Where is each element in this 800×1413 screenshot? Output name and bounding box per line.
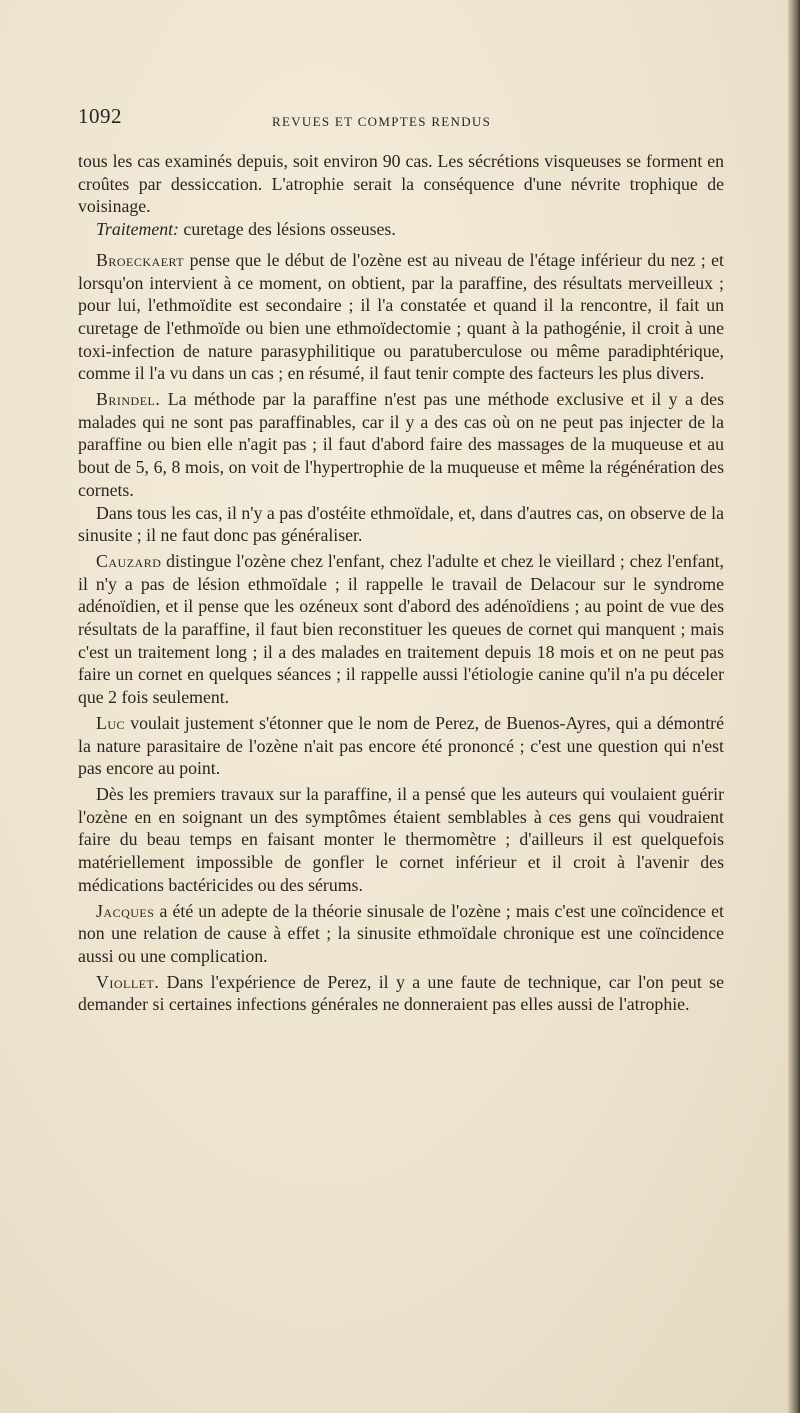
paragraph-1: tous les cas examinés depuis, soit environ 90 cas. Les sécrétions visqueuses se forment en croûtes par dessiccation. L'atrophie serait la conséquence d'une névrite trophique de voisinage. <box>78 151 724 217</box>
author-name: Brindel. <box>96 389 161 410</box>
running-head: REVUES ET COMPTES RENDUS <box>272 114 492 129</box>
page-header <box>78 104 724 134</box>
author-name: Viollet. <box>96 971 160 992</box>
author-name: Broeckaert <box>96 249 185 270</box>
article-body <box>78 150 724 1016</box>
author-name: Jacques <box>96 900 155 921</box>
author-name: Luc <box>96 712 126 733</box>
paragraph-jacques: Jacques a été un adepte de la théorie sinusale de l'ozène ; mais c'est une coïncidence et non une relation de cause à effet ; la sinusite ethmoïdale chronique est une coïncidence aussi ou une complication. <box>78 900 724 966</box>
paragraph-paraffine: Dès les premiers travaux sur la paraffine, il a pensé que les auteurs qui voulaient guérir l'ozène en en soignant un des symptômes étaient semblables à ces gens qui voudraient faire du beau temps en faisant monter le thermomètre ; d'ailleurs il est quelquefois matériellement impossible de gonfler le cornet inférieur et il croit à l'avenir des médications bactéricides ou des sérums. <box>78 783 724 895</box>
paragraph-cauzard: Cauzard distingue l'ozène chez l'enfant, chez l'adulte et chez le vieillard ; chez l'enfant, il n'y a pas de lésion ethmoïdale ; il rappelle le travail de Delacour sur le syndrome adénoïdien, et il pense que les ozéneux sont d'abord des adénoïdiens ; au point de vue des résultats de la paraffine, il faut bien reconstituer les queues de cornet qui manquent ; mais c'est un traitement long ; il a des malades en traitement depuis 18 mois et on ne peut pas faire un cornet en quelques séances ; il rappelle aussi l'étiologie canine qu'il n'a pu déceler que 2 fois seulement. <box>78 550 724 708</box>
treatment-label: Traitement: <box>96 219 179 240</box>
paragraph-viollet: Viollet. Dans l'expérience de Perez, il y a une faute de technique, car l'on peut se demander si certaines infections générales ne donneraient pas elles aussi de l'atrophie. <box>78 971 724 1015</box>
page-edge-shadow <box>788 0 800 1413</box>
paragraph-broeckaert: Broeckaert pense que le début de l'ozène est au niveau de l'étage inférieur du nez ; et lorsqu'on intervient à ce moment, on obtient, par la paraffine, des résultats merveilleux ; pour lui, l'ethmoïdite est secondaire ; il l'a constatée et quand il la rencontre, il fait un curetage de l'ethmoïde ou bien une ethmoïdectomie ; quant à la pathogénie, il croit à une toxi-infection de nature parasyphilitique ou paratuberculose ou même paradiphtérique, comme il l'a vu dans un cas ; en résumé, il faut tenir compte des facteurs les plus divers. <box>78 249 724 384</box>
paragraph-treatment: Traitement: curetage des lésions osseuses. <box>96 219 396 240</box>
paragraph-brindel: Brindel. La méthode par la paraffine n'est pas une méthode exclusive et il y a des malades qui ne sont pas paraffinables, car il y a des cas où on ne peut pas injecter de la paraffine ou bien elle n'agit pas ; il faut d'abord faire des massages de la muqueuse et au bout de 5, 6, 8 mois, on voit de l'hypertrophie de la muqueuse et même la régénération des cornets. <box>78 389 724 500</box>
page-number: 1092 <box>78 104 122 128</box>
paragraph-sinusite: Dans tous les cas, il n'y a pas d'ostéite ethmoïdale, et, dans d'autres cas, on observe de la sinusite ; il ne faut donc pas généraliser. <box>78 502 724 546</box>
author-name: Cauzard <box>96 550 162 571</box>
paragraph-luc: Luc voulait justement s'étonner que le nom de Perez, de Buenos-Ayres, qui a démontré la nature parasitaire de l'ozène n'ait pas encore été prononcé ; c'est une question qui n'est pas encore au point. <box>78 712 724 779</box>
